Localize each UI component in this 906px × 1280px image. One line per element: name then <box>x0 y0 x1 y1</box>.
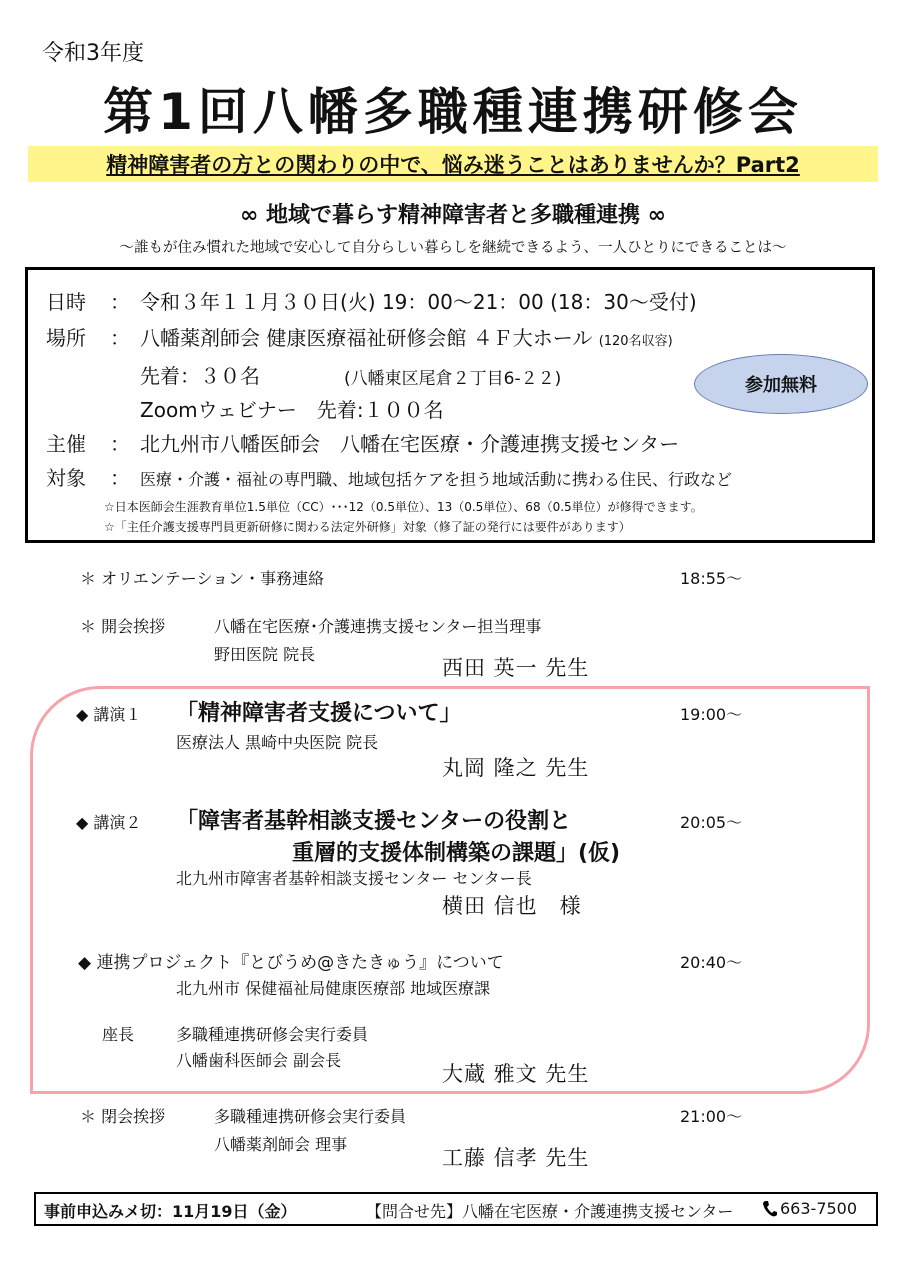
lecture1-speaker: 丸岡 隆之 先生 <box>442 756 590 780</box>
zoom-webinar: Zoomウェビナー 先着:１００名 <box>140 398 444 422</box>
lecture1-affiliation: 医療法人 黒崎中央医院 院長 <box>176 733 379 752</box>
chair-label: 座長 <box>102 1025 135 1044</box>
place-colon: ： <box>110 326 130 350</box>
venue-address: (八幡東区尾倉２丁目6-２２) <box>344 369 562 389</box>
date-value: 令和３年１１月３０日(火) 19：00～21：00 (18：30～受付) <box>140 290 697 314</box>
target-row <box>46 462 732 491</box>
target-label: 対象 <box>46 466 86 490</box>
lecture1-label: ◆ 講演１ <box>76 705 142 724</box>
place-row <box>46 322 673 351</box>
project-label: ◆ 連携プロジェクト『とびうめ@きたきゅう』について <box>78 953 504 973</box>
opening-affiliation: 野田医院 院長 <box>214 645 316 664</box>
chair-affiliation: 八幡歯科医師会 副会長 <box>176 1051 342 1070</box>
closing-label: ＊ 閉会挨拶 <box>80 1107 166 1126</box>
orientation-time: 18:55～ <box>680 569 743 588</box>
chair-role: 多職種連携研修会実行委員 <box>176 1025 369 1044</box>
lecture2-speaker: 横田 信也 様 <box>442 894 582 918</box>
orientation: ＊ オリエンテーション・事務連絡 <box>80 569 325 588</box>
opening-role: 八幡在宅医療･介護連携支援センター担当理事 <box>214 617 542 636</box>
project-time: 20:40～ <box>680 953 743 972</box>
first-come: 先着：３０名 <box>140 364 260 388</box>
fiscal-year: 令和3年度 <box>42 41 144 66</box>
host-row <box>46 428 679 457</box>
host-label: 主催 <box>46 432 86 456</box>
phone-icon <box>762 1200 778 1222</box>
phone-number[interactable]: 663-7500 <box>780 1199 858 1218</box>
date-colon: ： <box>110 290 130 314</box>
free-admission-badge <box>694 354 868 414</box>
opening-speaker: 西田 英一 先生 <box>442 656 590 680</box>
closing-role: 多職種連携研修会実行委員 <box>214 1107 407 1126</box>
chair-speaker: 大蔵 雅文 先生 <box>442 1062 590 1086</box>
lecture2-label: ◆ 講演２ <box>76 813 142 832</box>
lecture1-time: 19:00～ <box>680 705 743 724</box>
target-value: 医療・介護・福祉の専門職、地域包括ケアを担う地域活動に携わる住民、行政など <box>140 470 733 489</box>
closing-speaker: 工藤 信孝 先生 <box>442 1146 590 1170</box>
place-capacity: (120名収容) <box>598 334 673 349</box>
free-admission-label: 参加無料 <box>745 375 817 396</box>
subtitle-text: 精神障害者の方との関わりの中で、悩み迷うことはありませんか？Part2 <box>106 153 800 177</box>
theme-heading: ∞ 地域で暮らす精神障害者と多職種連携 ∞ <box>240 203 666 228</box>
theme-subheading: ～誰もが住み慣れた地域で安心して自分らしい暮らしを継続できるよう、一人ひとりにできることは～ <box>119 240 787 256</box>
lecture2-affiliation: 北九州市障害者基幹相談支援センター センター長 <box>176 869 532 888</box>
place-value: 八幡薬剤師会 健康医療福祉研修会館 ４Ｆ大ホール <box>140 326 593 350</box>
project-affiliation: 北九州市 保健福祉局健康医療部 地域医療課 <box>176 979 491 998</box>
closing-affiliation: 八幡薬剤師会 理事 <box>214 1135 348 1154</box>
page-title: 第1回八幡多職種連携研修会 <box>103 83 803 141</box>
lecture2-title-line1: 「障害者基幹相談支援センターの役割と <box>176 809 572 834</box>
lecture2-title-line2: 重層的支援体制構築の課題」(仮) <box>292 841 621 866</box>
closing-time: 21:00～ <box>680 1107 743 1126</box>
care-manager-note: ☆「主任介護支援専門員更新研修に関わる法定外研修」対象（修了証の発行には要件があります） <box>104 520 631 534</box>
place-label: 場所 <box>46 326 86 350</box>
host-colon: ： <box>110 432 130 456</box>
footer-bar <box>34 1192 878 1226</box>
date-label: 日時 <box>46 290 86 314</box>
date-row <box>46 286 697 315</box>
lecture1-title: 「精神障害者支援について」 <box>176 701 462 726</box>
target-colon: ： <box>110 466 130 490</box>
deadline: 事前申込みメ切：11月19日（金） <box>44 1202 297 1221</box>
subtitle-banner <box>28 146 878 182</box>
cme-note: ☆日本医師会生涯教育単位1.5単位（CC）･･･12（0.5単位）、13（0.5単位）、68（0.5単位）が修得できます。 <box>104 500 703 514</box>
contact: 【問合せ先】八幡在宅医療・介護連携支援センター <box>366 1202 734 1221</box>
host-value: 北九州市八幡医師会 八幡在宅医療・介護連携支援センター <box>140 432 680 456</box>
lecture2-time: 20:05～ <box>680 813 743 832</box>
opening-label: ＊ 開会挨拶 <box>80 617 166 636</box>
